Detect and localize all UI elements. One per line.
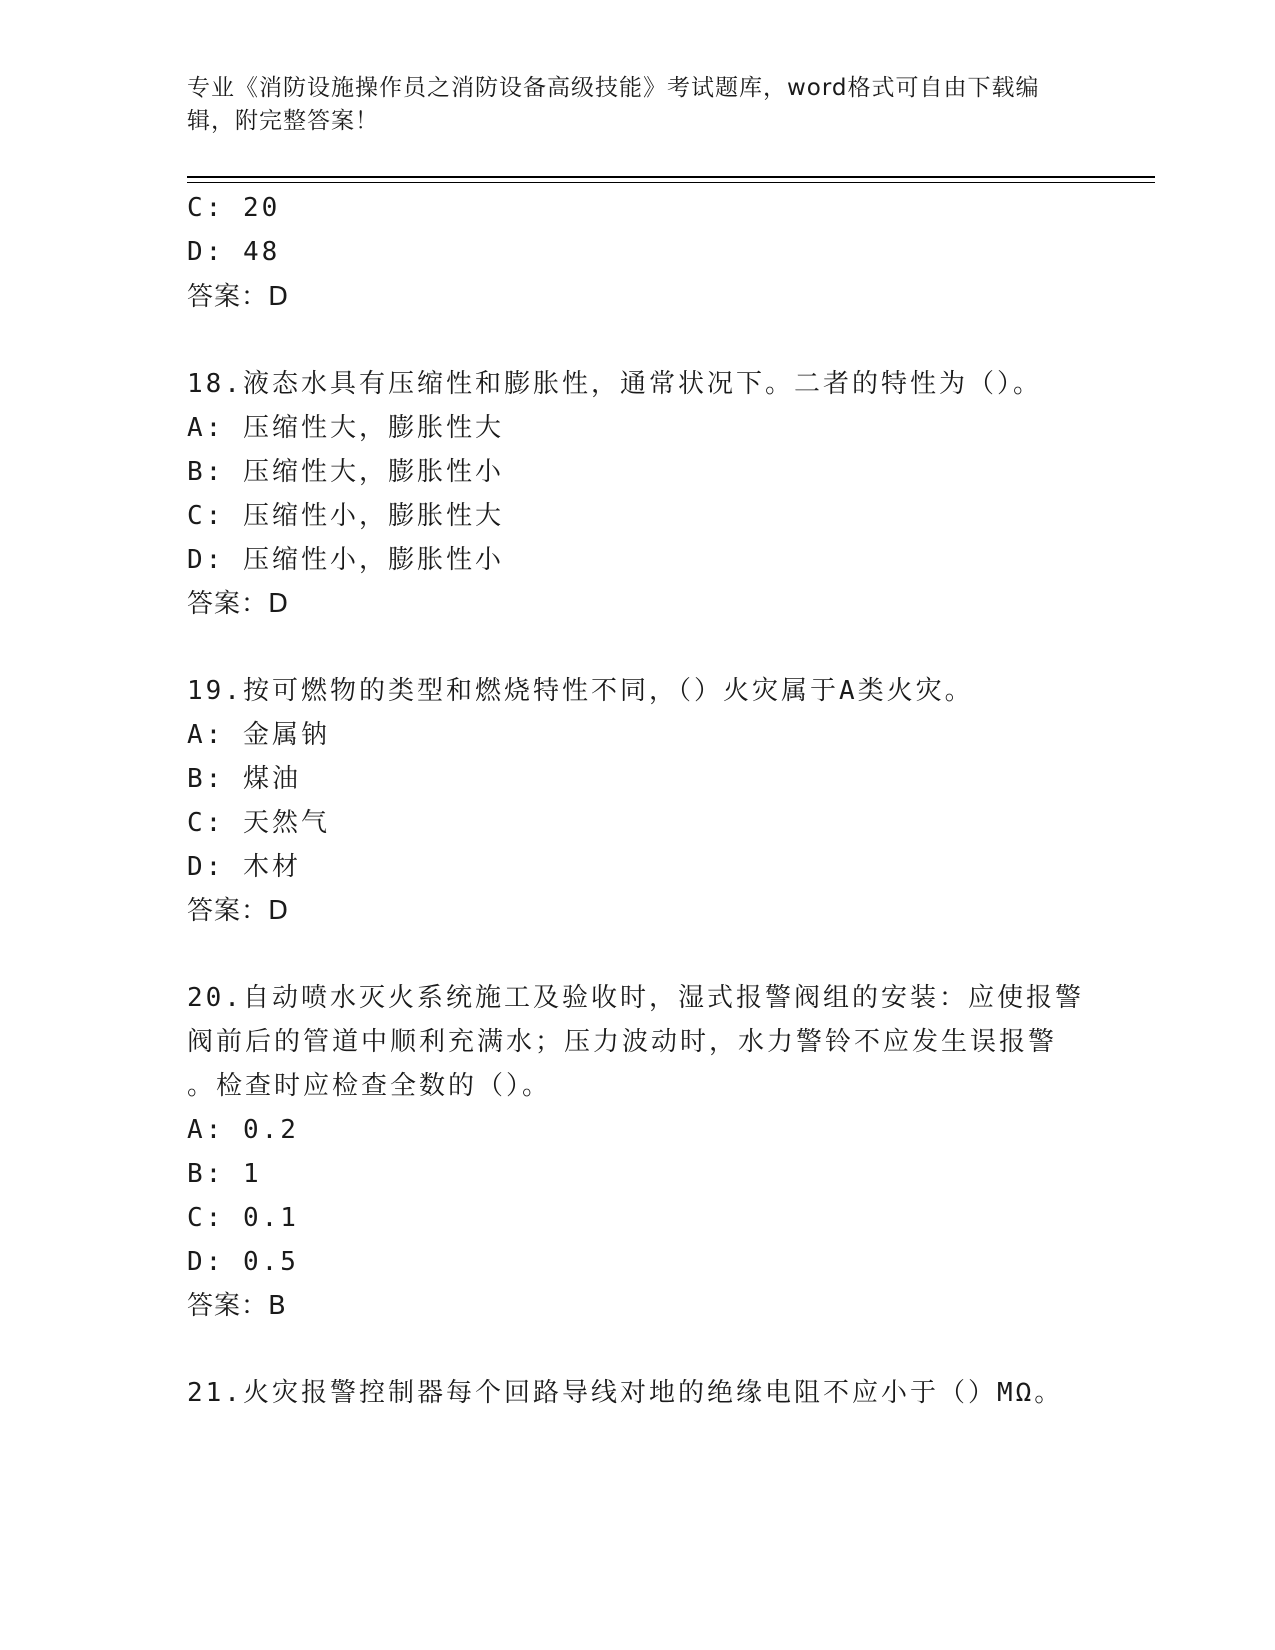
q20-stem-line-2: 阀前后的管道中顺利充满水；压力波动时，水力警铃不应发生误报警 bbox=[187, 1027, 1058, 1057]
q19-option-c: C: 天然气 bbox=[187, 808, 330, 838]
q18-option-a: A: 压缩性大，膨胀性大 bbox=[187, 413, 504, 443]
q19-stem: 19.按可燃物的类型和燃烧特性不同，（）火灾属于A类火灾。 bbox=[187, 676, 974, 706]
q20-option-d: D: 0.5 bbox=[187, 1247, 299, 1277]
q20-answer: 答案：B bbox=[187, 1291, 287, 1321]
q19-option-a: A: 金属钠 bbox=[187, 720, 330, 750]
q20-option-c: C: 0.1 bbox=[187, 1203, 299, 1233]
q17-option-d: D: 48 bbox=[187, 237, 281, 267]
q18-answer: 答案：D bbox=[187, 589, 290, 619]
q18-option-c: C: 压缩性小，膨胀性大 bbox=[187, 501, 504, 531]
q19-answer: 答案：D bbox=[187, 896, 290, 926]
q18-option-b: B: 压缩性大，膨胀性小 bbox=[187, 457, 504, 487]
q18-option-d: D: 压缩性小，膨胀性小 bbox=[187, 545, 504, 575]
q19-option-b: B: 煤油 bbox=[187, 764, 301, 794]
q20-option-b: B: 1 bbox=[187, 1159, 262, 1189]
q21-stem: 21.火灾报警控制器每个回路导线对地的绝缘电阻不应小于（）MΩ。 bbox=[187, 1378, 1064, 1408]
q17-answer: 答案：D bbox=[187, 282, 290, 312]
q18-stem: 18.液态水具有压缩性和膨胀性，通常状况下。二者的特性为（）。 bbox=[187, 369, 1042, 399]
q19-option-d: D: 木材 bbox=[187, 852, 301, 882]
q17-option-c: C: 20 bbox=[187, 193, 281, 223]
header-rule-thin bbox=[187, 182, 1155, 183]
header-line-1: 专业《消防设施操作员之消防设备高级技能》考试题库，word格式可自由下载编 bbox=[187, 75, 1040, 101]
document-header bbox=[187, 72, 1087, 138]
q20-stem-line-3: 。检查时应检查全数的（）。 bbox=[187, 1071, 552, 1101]
header-line-2: 辑，附完整答案！ bbox=[187, 108, 379, 134]
q20-option-a: A: 0.2 bbox=[187, 1115, 299, 1145]
header-rule-thick bbox=[187, 176, 1155, 178]
q20-stem-line-1: 20.自动喷水灭火系统施工及验收时，湿式报警阀组的安装：应使报警 bbox=[187, 983, 1084, 1013]
